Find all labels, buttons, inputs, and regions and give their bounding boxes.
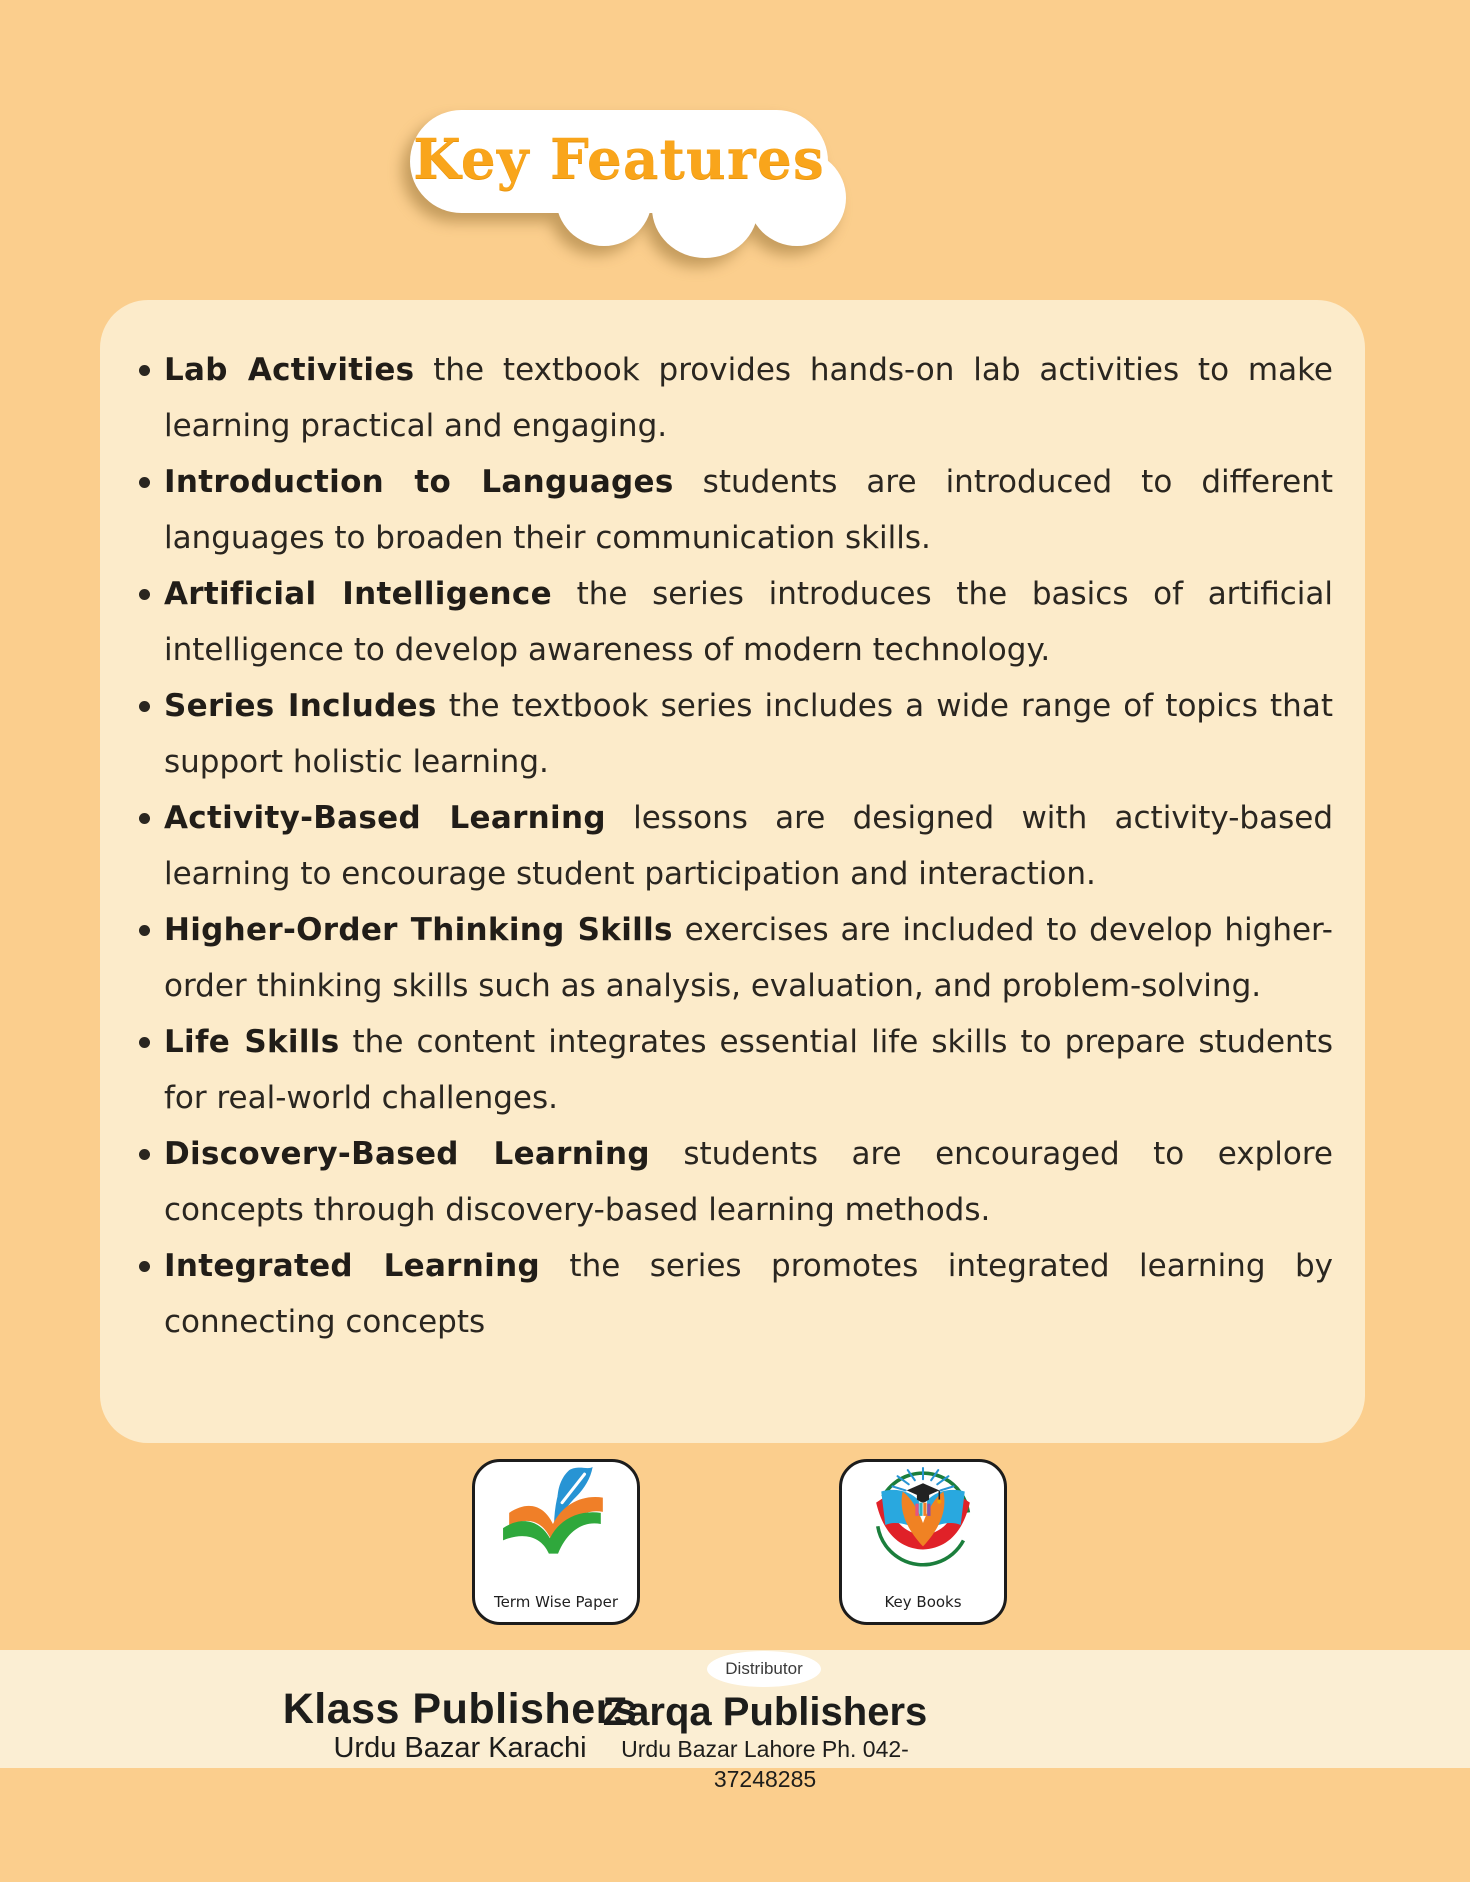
feature-item — [132, 1014, 1333, 1126]
feature-text: the series promotes integrated learning by connecting concepts — [164, 1248, 1334, 1340]
publisher-klass — [270, 1686, 650, 1765]
feature-text: the series introduces the basics of artificial intelligence to develop awareness of modern technology. — [164, 576, 1333, 668]
feature-text: students are encouraged to explore concepts through discovery-based learning methods. — [164, 1136, 1333, 1228]
graduate-open-book-icon — [860, 1466, 986, 1578]
feature-title: Introduction to Languages — [164, 464, 674, 500]
feature-text: the textbook series includes a wide range of topics that support holistic learning. — [164, 688, 1333, 780]
feature-title: Life Skills — [164, 1024, 340, 1060]
feature-text: exercises are included to develop higher-order thinking skills such as analysis, evaluation, and problem-solving. — [164, 912, 1333, 1004]
features-panel — [100, 300, 1365, 1443]
feature-title: Series Includes — [164, 688, 437, 724]
feature-item — [132, 1238, 1333, 1350]
publisher-zarqa — [600, 1690, 930, 1794]
feature-title: Lab Activities — [164, 352, 415, 388]
feature-item — [132, 454, 1333, 566]
feature-title: Artificial Intelligence — [164, 576, 552, 612]
feature-item — [132, 902, 1333, 1014]
page-title: Key Features — [413, 126, 825, 191]
feature-title: Activity-Based Learning — [164, 800, 606, 836]
key-books-label: Key Books — [884, 1593, 962, 1611]
feature-title: Higher-Order Thinking Skills — [164, 912, 673, 948]
feature-text: lessons are designed with activity-based learning to encourage student participation and interaction. — [164, 800, 1333, 892]
cloud-shape — [410, 110, 828, 213]
feature-item — [132, 566, 1333, 678]
publisher-address: Urdu Bazar Lahore Ph. 042-37248285 — [621, 1736, 909, 1792]
publisher-name: Zarqa Publishers — [602, 1690, 928, 1734]
feature-text: the content integrates essential life skills to prepare students for real-world challenges. — [164, 1024, 1333, 1116]
publisher-address: Urdu Bazar Karachi — [333, 1732, 587, 1764]
feature-item — [132, 790, 1333, 902]
feature-title: Discovery-Based Learning — [164, 1136, 650, 1172]
feature-item — [132, 342, 1333, 454]
term-wise-paper-label: Term Wise Paper — [493, 1593, 619, 1611]
term-wise-paper-badge — [472, 1459, 640, 1625]
key-features-banner — [0, 0, 1470, 300]
feature-text: students are introduced to different languages to broaden their communication skills. — [164, 464, 1334, 556]
open-book-quill-icon — [493, 1466, 619, 1578]
feature-text: the textbook provides hands-on lab activities to make learning practical and engaging. — [164, 352, 1333, 444]
feature-item — [132, 1126, 1333, 1238]
key-books-badge — [839, 1459, 1007, 1625]
feature-item — [132, 678, 1333, 790]
feature-title: Integrated Learning — [164, 1248, 540, 1284]
publisher-name: Klass Publishers — [282, 1685, 638, 1733]
features-list — [100, 300, 1365, 1350]
distributor-badge: Distributor — [707, 1651, 821, 1687]
